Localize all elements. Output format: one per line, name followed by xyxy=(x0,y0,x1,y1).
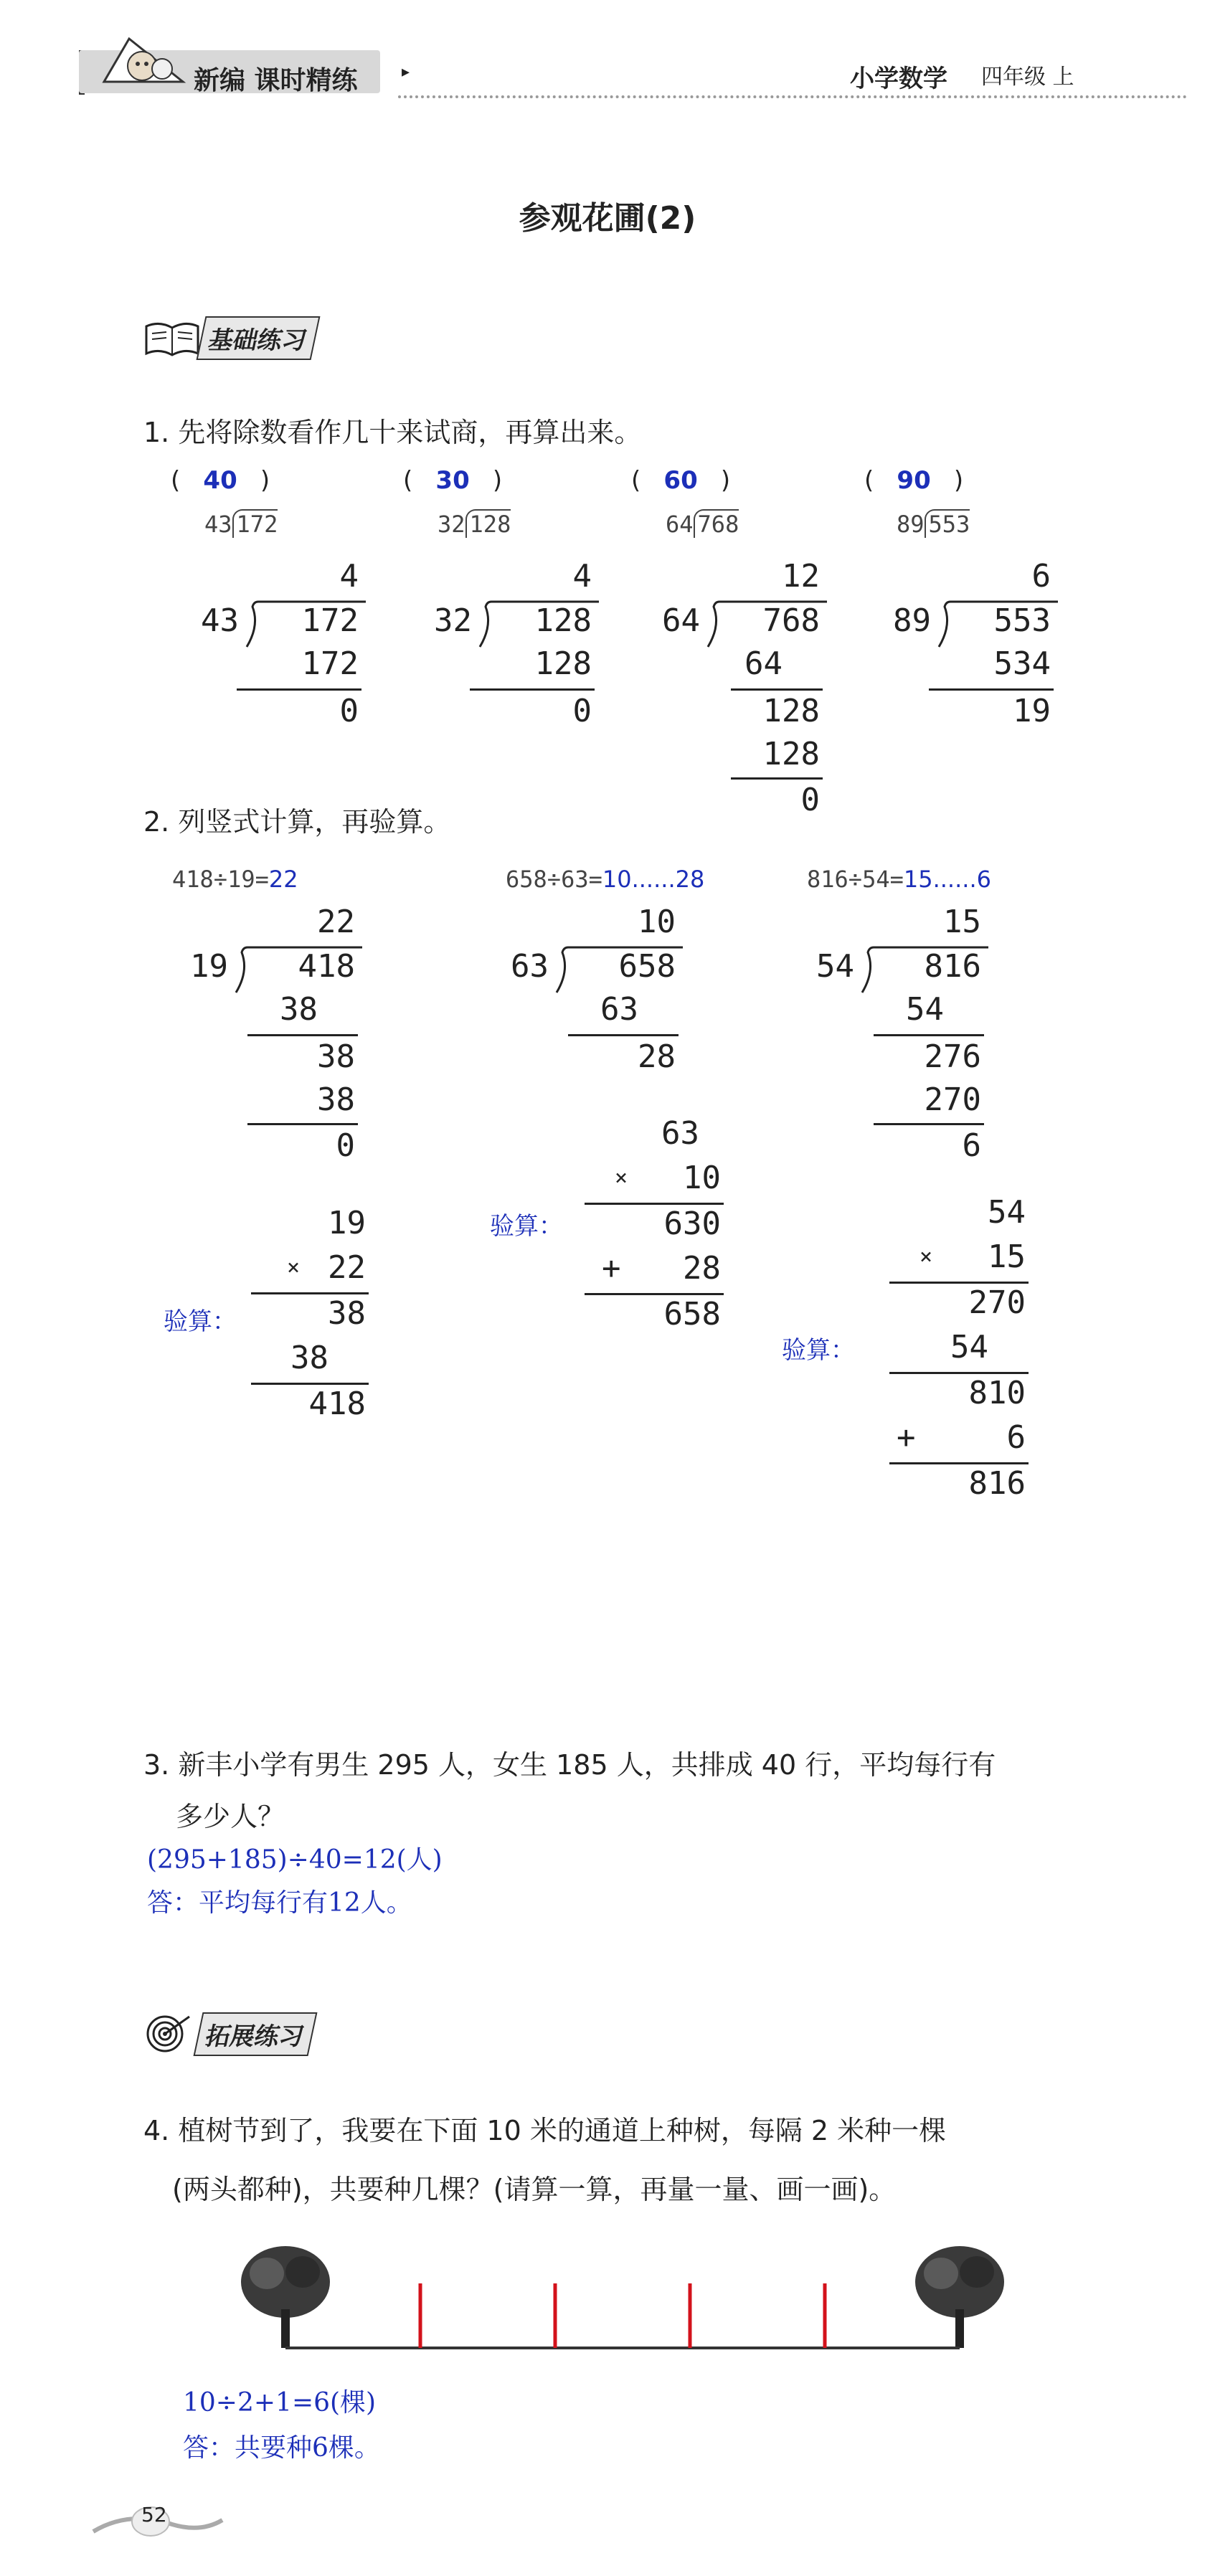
q1-estimates xyxy=(0,466,1215,538)
header-dotted-rule xyxy=(398,95,1187,98)
book-title: 新编 课时精练 xyxy=(194,66,358,95)
q1-prompt: 1. 先将除数看作几十来试商，再算出来。 xyxy=(143,417,642,448)
product-line xyxy=(889,1282,1029,1284)
page-title: 参观花圃(2) xyxy=(519,200,696,237)
section-basic-label: 基础练习 xyxy=(197,316,321,360)
subtraction-line xyxy=(568,1034,679,1036)
q3-answer-line1: (295+185)÷40=12(人) xyxy=(147,1845,443,1875)
header-arrow-icon: ▸ xyxy=(402,63,410,81)
q3-answer-line2: 答：平均每行有12人。 xyxy=(147,1888,412,1918)
small-division-4: 89 553 xyxy=(897,511,970,538)
estimate-1-value: 40 xyxy=(203,466,237,495)
check-label-3: 验算： xyxy=(782,1336,855,1365)
product-line xyxy=(251,1383,369,1385)
long-division-1: 4 43 172 172 0 xyxy=(201,558,366,744)
small-division-2: 32 128 xyxy=(438,511,511,538)
q4-answer-line2: 答：共要种6棵。 xyxy=(183,2433,380,2463)
sum-line xyxy=(585,1293,724,1295)
q2-long-division-3: 15 54 816 54 276 270 6 xyxy=(816,904,988,1176)
q2-expr-1: 418÷19=22 xyxy=(172,866,298,893)
subtraction-line xyxy=(874,1034,984,1036)
tree-icon-right xyxy=(915,2246,1004,2348)
long-division-4: 6 89 553 534 19 xyxy=(893,558,1058,744)
subtraction-line xyxy=(247,1123,358,1125)
long-division-2: 4 32 128 128 0 xyxy=(434,558,599,744)
grade-label: 四年级 上 xyxy=(981,65,1074,90)
subtraction-line xyxy=(731,688,823,691)
subtraction-line xyxy=(874,1123,984,1125)
product-line xyxy=(585,1203,724,1205)
section-extend-banner xyxy=(143,2012,313,2056)
check-label-2: 验算： xyxy=(490,1212,563,1241)
q2-long-division-2: 10 63 658 63 28 xyxy=(511,904,683,1090)
estimate-4-value: 90 xyxy=(897,466,931,495)
check-label-1: 验算： xyxy=(164,1307,237,1336)
q2-expr-2: 658÷63=10......28 xyxy=(506,866,705,893)
page-number: 52 xyxy=(141,2503,167,2527)
product-line xyxy=(251,1292,369,1294)
target-icon xyxy=(143,2012,194,2055)
small-division-1: 43 172 xyxy=(204,511,278,538)
q4-answer-line1: 10÷2+1=6(棵) xyxy=(183,2388,377,2418)
subject-label: 小学数学 xyxy=(850,65,947,93)
estimate-1 xyxy=(171,466,270,495)
q4-prompt-line1: 4. 植树节到了，我要在下面 10 米的通道上种树，每隔 2 米种一棵 xyxy=(143,2115,947,2146)
tree-icon-left xyxy=(241,2246,330,2348)
q2-expr-3: 816÷54=15......6 xyxy=(807,866,991,893)
subtraction-line xyxy=(247,1034,358,1036)
subtraction-line xyxy=(470,688,595,691)
q3-prompt-line2: 多少人？ xyxy=(176,1801,285,1832)
sum-line xyxy=(889,1462,1029,1464)
long-division-3: 12 64 768 64 128 128 0 xyxy=(662,558,827,830)
cartoon-mascot-icon xyxy=(100,32,186,96)
q3-prompt-line1: 3. 新丰小学有男生 295 人，女生 185 人，共排成 40 行，平均每行有 xyxy=(143,1749,996,1781)
estimate-3: ( 60 ) xyxy=(631,466,731,495)
q2-prompt: 2. 列竖式计算，再验算。 xyxy=(143,806,451,838)
product-line xyxy=(889,1372,1029,1374)
subtraction-line xyxy=(731,777,823,780)
subtraction-line xyxy=(929,688,1054,691)
tree-path-diagram xyxy=(230,2238,1033,2359)
estimate-2: ( 30 ) xyxy=(403,466,503,495)
check-1: 19 × 22 38 38 418 xyxy=(244,1205,373,1441)
estimate-3-value: 60 xyxy=(663,466,698,495)
check-3: 54 × 15 270 54 810 + 6 816 xyxy=(889,1194,1033,1524)
q2-long-division-1: 22 19 418 38 38 38 0 xyxy=(190,904,362,1176)
check-2: 63 × 10 630 + 28 658 xyxy=(585,1115,728,1352)
header xyxy=(0,0,1215,115)
estimate-2-value: 30 xyxy=(435,466,470,495)
open-book-icon xyxy=(143,318,201,358)
small-division-3: 64 768 xyxy=(666,511,739,538)
paren-close: ) xyxy=(260,466,270,495)
q4-prompt-line2: (两头都种)，共要种几棵？(请算一算，再量一量、画一画)。 xyxy=(172,2174,897,2205)
estimate-4: ( 90 ) xyxy=(864,466,964,495)
section-basic-banner xyxy=(143,316,316,360)
paren-open: ( xyxy=(171,466,181,495)
section-extend-label: 拓展练习 xyxy=(194,2012,318,2056)
subtraction-line xyxy=(237,688,361,691)
